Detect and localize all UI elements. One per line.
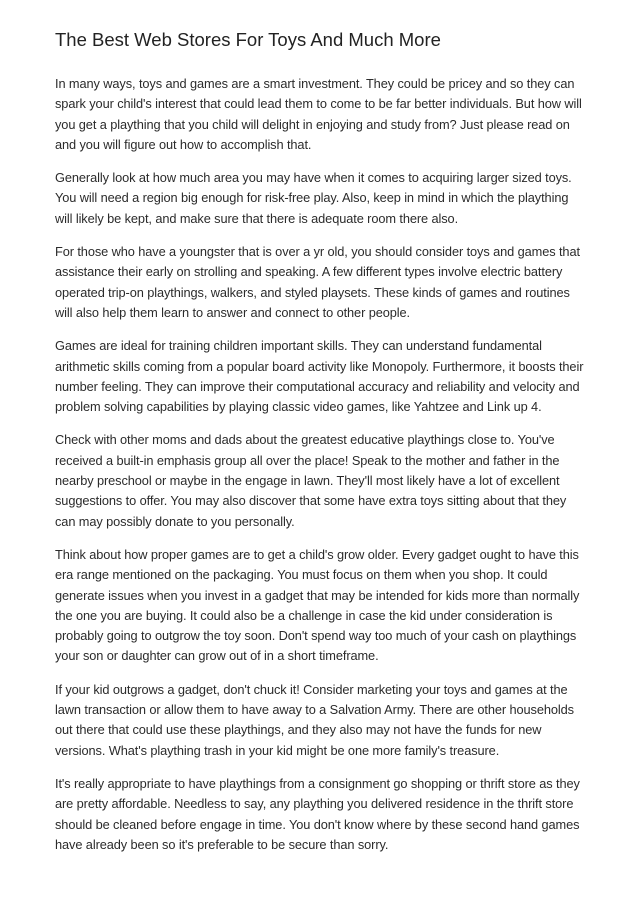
- paragraph-1: In many ways, toys and games are a smart investment. They could be pricey and so they can spark your child's interest that could lead them to come to be far better individuals. But how will you get a plaything that you child will delight in enjoying and study from? Just please read on and you will figure out how to accomplish that.: [55, 76, 582, 152]
- paragraph-6: Think about how proper games are to get a child's grow older. Every gadget ought to have this era range mentioned on the packaging. You must focus on them when you shop. It could generate issues when you invest in a gadget that may be intended for kids more than normally the one you are buying. It could also be a challenge in case the kid under consideration is probably going to outgrow the toy soon. Don't spend way too much of your cash on playthings your son or daughter can grow out of in a short timeframe.: [55, 546, 580, 664]
- page-title: The Best Web Stores For Toys And Much More: [55, 29, 441, 50]
- paragraph-5: Check with other moms and dads about the greatest educative playthings close to. You've received a built-in emphasis group all over the place! Speak to the mother and father in the nearby preschool or maybe in the engage in lawn. They'll most likely have a lot of excellent suggestions to offer. You may also discover that some have extra toys sitting about that they can may possibly donate to you personally.: [55, 432, 567, 529]
- paragraph-3: For those who have a youngster that is over a yr old, you should consider toys and games that assistance their early on strolling and speaking. A few different types involve electric battery operated trip-on playthings, walkers, and styled playsets. These kinds of games and routines will also help them learn to answer and connect to other people.: [55, 244, 580, 320]
- paragraph-8: It's really appropriate to have playthings from a consignment go shopping or thrift store as they are pretty affordable. Needless to say, any plaything you delivered residence in the thrift store should be cleaned before engage in time. You don't know where by these second hand games have already been so it's preferable to be secure than sorry.: [55, 775, 580, 852]
- paragraph-4: Games are ideal for training children important skills. They can understand fundamental arithmetic skills coming from a popular board activity like Monopoly. Furthermore, it boosts their number feeling. They can improve their computational accuracy and reliability and velocity and problem solving capabilities by playing classic video games, like Yahtzee and Link up 4.: [55, 338, 584, 415]
- paragraph-7: If your kid outgrows a gadget, don't chuck it! Consider marketing your toys and games at the lawn transaction or allow them to have away to a Salvation Army. There are other households out there that could use these playthings, and they also may not have the funds for new versions. What's plaything trash in your kid might be one more family's treasure.: [55, 681, 574, 758]
- paragraph-2: Generally look at how much area you may have when it comes to acquiring larger sized toys. You will need a region big enough for risk-free play. Also, keep in mind in which the plaything will likely be kept, and make sure that there is adequate room there also.: [55, 170, 572, 226]
- document-page: [55, 28, 585, 868]
